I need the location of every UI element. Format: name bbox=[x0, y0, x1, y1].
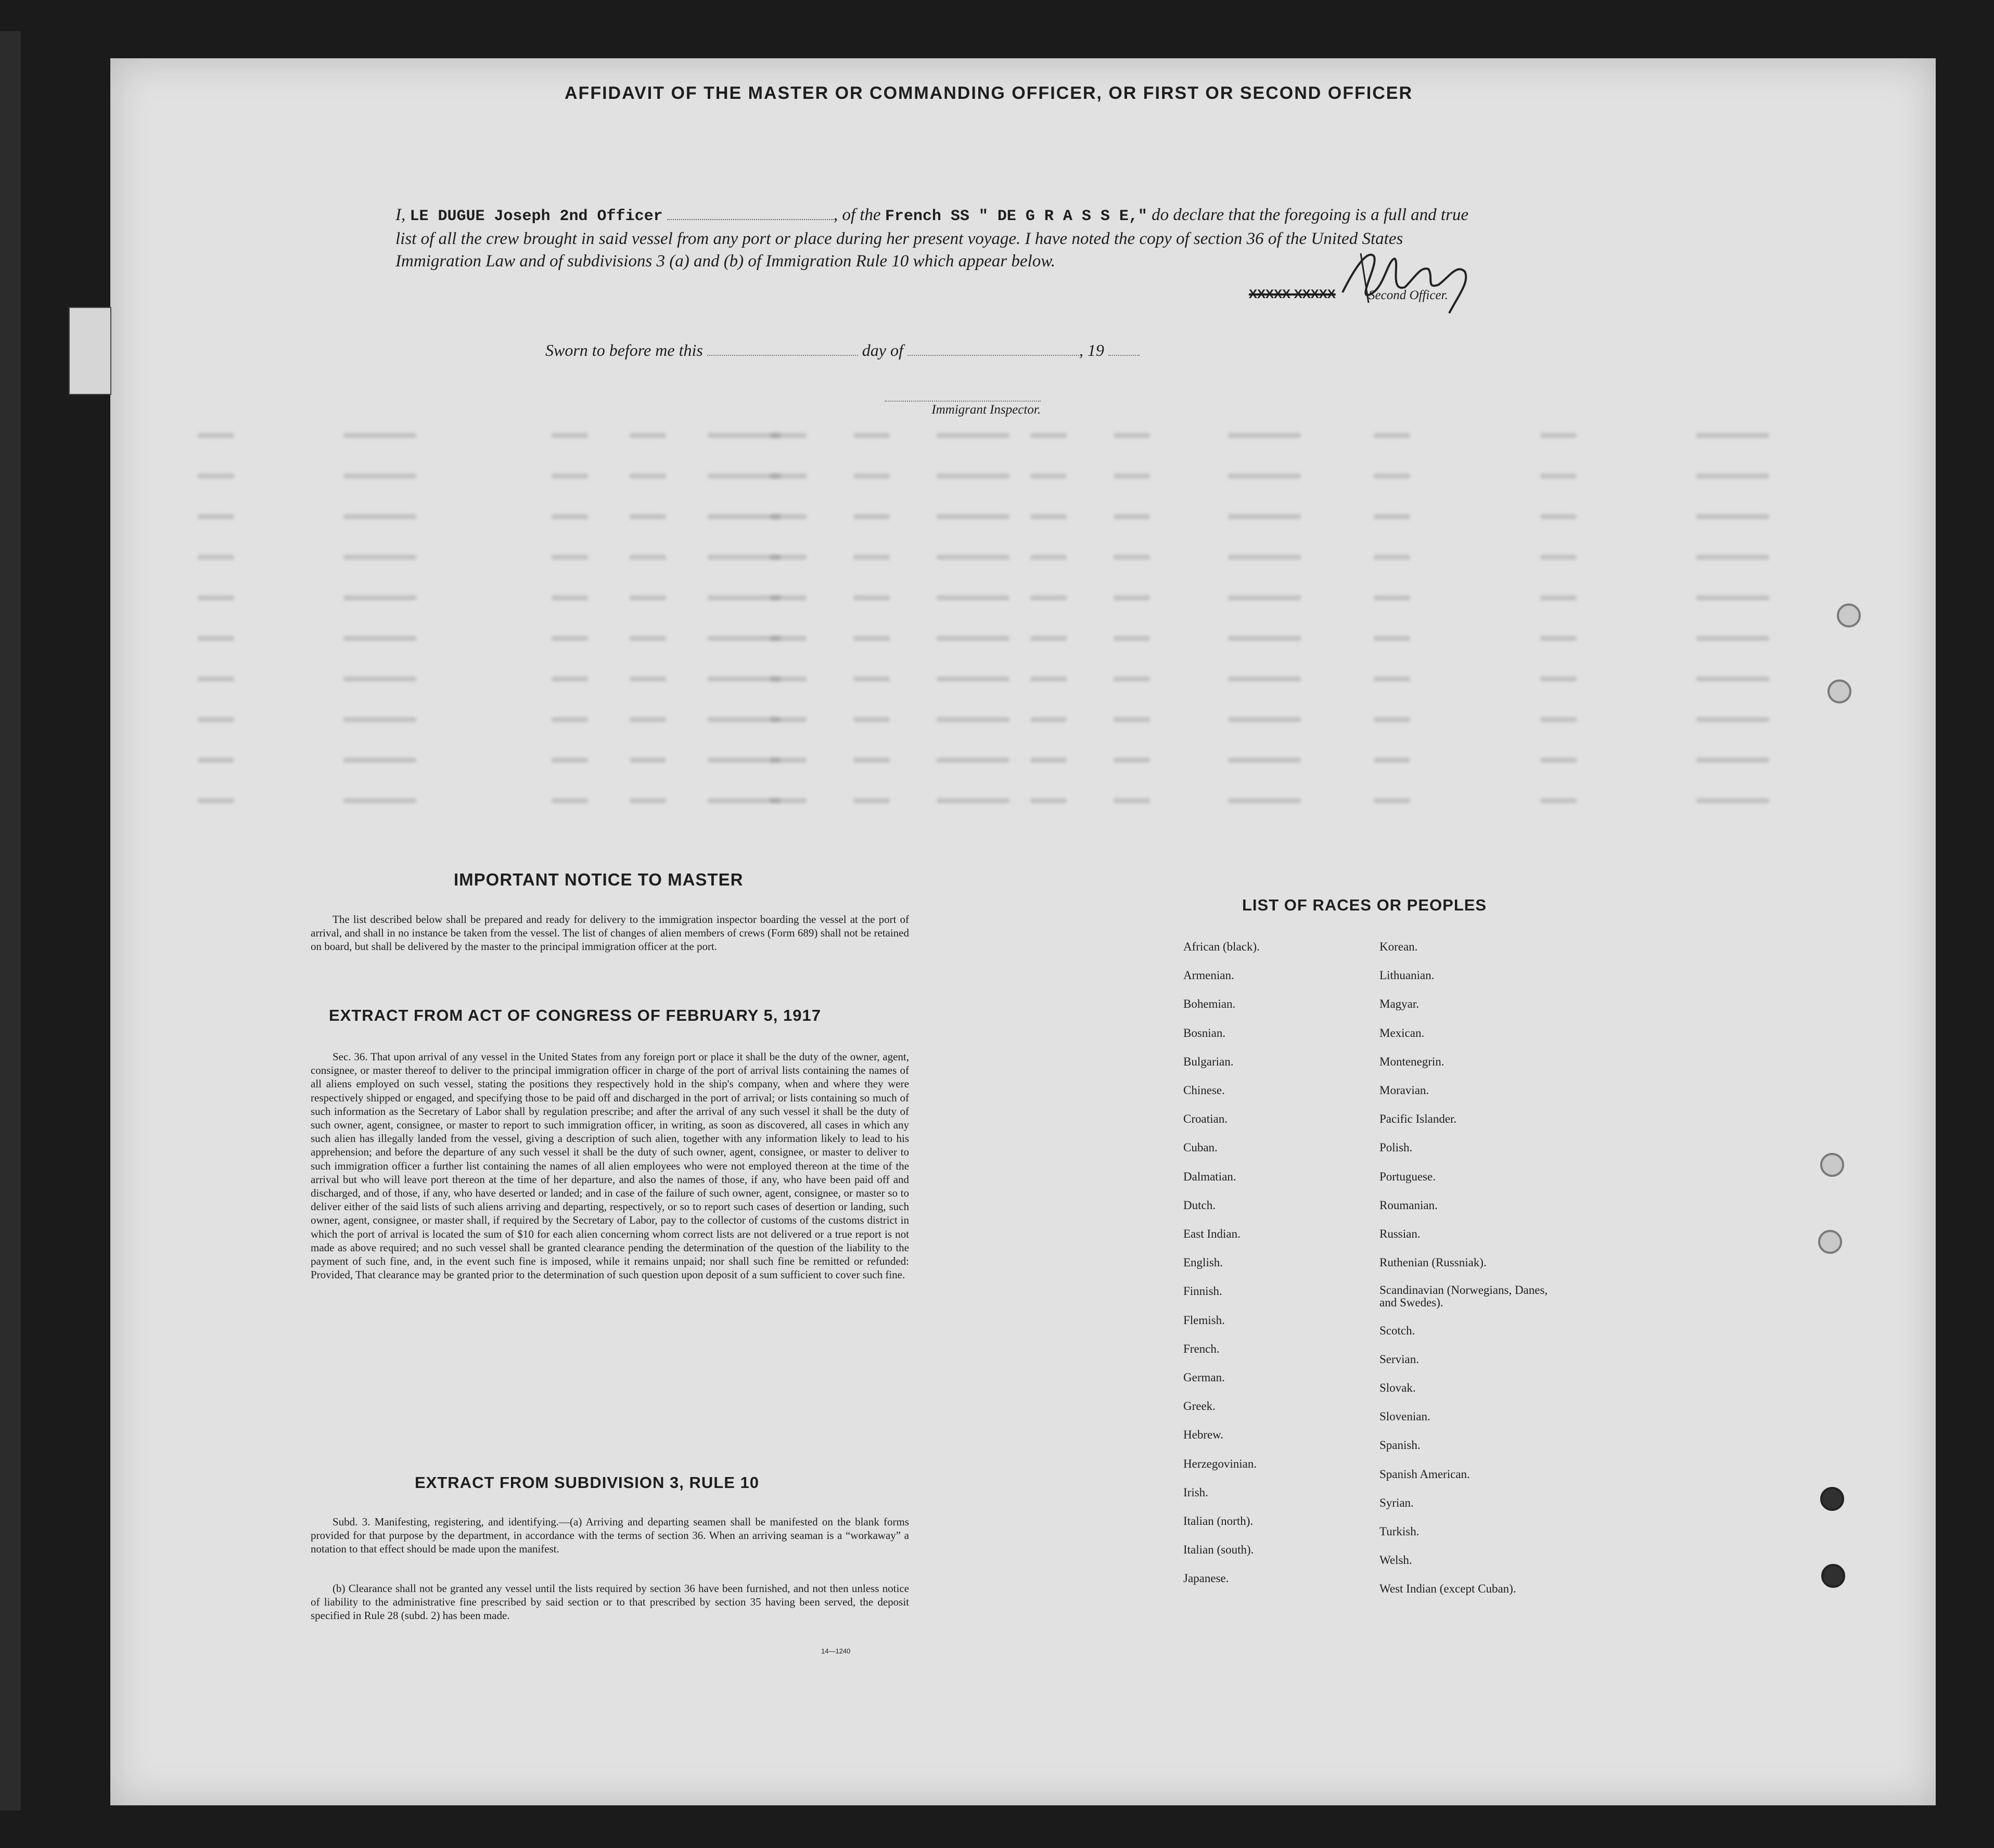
blank-line bbox=[667, 206, 834, 220]
bleed-through-mark bbox=[708, 676, 781, 682]
extract-act-title: EXTRACT FROM ACT OF CONGRESS OF FEBRUARY 5, 1917 bbox=[329, 1006, 821, 1024]
bleed-through-mark bbox=[1228, 433, 1301, 438]
bleed-through-mark bbox=[630, 676, 666, 682]
bleed-through-mark bbox=[1696, 798, 1769, 803]
bleed-through-row bbox=[229, 717, 1738, 735]
race-item: Slovak. bbox=[1379, 1381, 1416, 1394]
bleed-through-mark bbox=[1030, 758, 1067, 763]
bleed-through-mark bbox=[343, 758, 416, 763]
bleed-through-mark bbox=[1030, 595, 1067, 600]
race-item: Croatian. bbox=[1183, 1112, 1228, 1126]
race-item: Scotch. bbox=[1379, 1324, 1415, 1337]
bleed-through-mark bbox=[1374, 514, 1410, 519]
bleed-through-mark bbox=[1030, 555, 1067, 560]
bleed-through-mark bbox=[853, 433, 890, 438]
bleed-through-mark bbox=[1696, 595, 1769, 600]
bleed-through-mark bbox=[853, 555, 890, 560]
bleed-through-mark bbox=[937, 758, 1009, 763]
bleed-through-row bbox=[229, 433, 1738, 451]
race-item: Syrian. bbox=[1379, 1496, 1414, 1509]
race-item: West Indian (except Cuban). bbox=[1379, 1582, 1516, 1596]
bleed-through-mark bbox=[1540, 433, 1577, 438]
bleed-through-mark bbox=[343, 433, 416, 438]
year-label: , 19 bbox=[1079, 341, 1104, 360]
bleed-through-mark bbox=[1540, 473, 1577, 479]
race-item: East Indian. bbox=[1183, 1227, 1241, 1240]
blank-line bbox=[907, 342, 1079, 356]
race-item: Cuban. bbox=[1183, 1141, 1218, 1154]
bleed-through-mark bbox=[552, 676, 588, 682]
bleed-through-mark bbox=[1228, 514, 1301, 519]
bleed-through-mark bbox=[552, 473, 588, 479]
bleed-through-mark bbox=[1228, 717, 1301, 722]
bleed-through-mark bbox=[1228, 473, 1301, 479]
bleed-through-mark bbox=[708, 758, 781, 763]
inspector-label: Immigrant Inspector. bbox=[885, 401, 1041, 417]
bleed-through-mark bbox=[708, 514, 781, 519]
bleed-through-mark bbox=[1030, 636, 1067, 641]
race-item: Ruthenian (Russniak). bbox=[1379, 1256, 1487, 1269]
of-the-label: , of the bbox=[833, 206, 881, 224]
blank-line bbox=[1108, 342, 1140, 356]
bleed-through-mark bbox=[1696, 758, 1769, 763]
bleed-through-mark bbox=[708, 717, 781, 722]
bleed-through-row bbox=[229, 798, 1738, 816]
bleed-through-mark bbox=[552, 636, 588, 641]
bleed-through-mark bbox=[198, 676, 234, 682]
bleed-through-mark bbox=[1696, 473, 1769, 479]
bleed-through-mark bbox=[1374, 595, 1410, 600]
race-item: Italian (north). bbox=[1183, 1515, 1254, 1528]
bleed-through-mark bbox=[1030, 473, 1067, 479]
race-item: Turkish. bbox=[1379, 1525, 1420, 1538]
race-item: Flemish. bbox=[1183, 1313, 1225, 1327]
bleed-through-mark bbox=[1114, 473, 1150, 479]
bleed-through-mark bbox=[1114, 555, 1150, 560]
race-item: Italian (south). bbox=[1183, 1543, 1254, 1557]
race-item: Scandinavian (Norwegians, Danes, and Swedes). bbox=[1379, 1284, 1548, 1310]
notice-text: The list described below shall be prepared and ready for delivery to the immigration inspector boarding the vessel at the port of arrival, and shall in no instance be taken from the vessel. The list of changes of alien members of crews (Form 689) shall not be retained on board, but shall be delivered by the master to the principal immigration officer at the port. bbox=[311, 913, 909, 953]
blank-line bbox=[707, 342, 858, 356]
bleed-through-mark bbox=[552, 514, 588, 519]
bleed-through-mark bbox=[1540, 636, 1577, 641]
struck-title: XXXXX XXXXX bbox=[1249, 287, 1336, 301]
bleed-through-mark bbox=[1228, 555, 1301, 560]
bleed-through-mark bbox=[1030, 798, 1067, 803]
binder-edge bbox=[0, 31, 21, 1811]
bleed-through-mark bbox=[708, 555, 781, 560]
race-item: Portuguese. bbox=[1379, 1170, 1436, 1183]
bleed-through-mark bbox=[552, 555, 588, 560]
bleed-through-mark bbox=[1114, 758, 1150, 763]
section-36-text: Sec. 36. That upon arrival of any vessel in the United States from any foreign port or place it shall be the duty of the owner, agent, consignee, or master thereof to deliver to the principal immigration officer in charge of the port of arrival lists containing the names of all aliens employed on such vessel, stating the positions they respectively hold in the ship's company, when and where they were respectively shipped or engaged, and specifying those to be paid off and discharged in the port of arrival; or lists containing so much of such information as the Secretary of Labor shall by regulation prescribe; and after the arrival of any such vessel it shall be the duty of such owner, agent, consignee, or master to report to such immigration officer, in writing, as soon as discovered, all cases in which any such alien has illegally landed from the vessel, giving a description of such alien, together with any information likely to lead to his apprehension; and before the departure of any such vessel it shall be the duty of such owner, agent, consignee, or master to deliver to such immigration officer a further list containing the names of all alien employees who were not employed thereon at the time of the arrival but who will leave port thereon at the time of her departure, and also the names of those, if any, who have been paid off and discharged, and of those, if any, who have deserted or landed; and in case of the failure of such owner, agent, consignee, or master so to deliver either of the said lists of such aliens arriving and departing, respectively, or so to report such cases of desertion or landing, such owner, agent, consignee, or master shall, if required by the Secretary of Labor, pay to the collector of customs of the customs district in which the port of arrival is located the sum of $10 for each alien concerning whom correct lists are not delivered or a true report is not made as above required; and no such vessel shall be granted clearance pending the determination of the question of the liability to the payment of such fine, and, in the event such fine is imposed, while it remains unpaid; nor shall such fine be remitted or refunded: Provided, That clearance may be granted prior to the determination of such question upon deposit of a sum sufficient to cover such fine. bbox=[311, 1050, 909, 1281]
extract-rule-title: EXTRACT FROM SUBDIVISION 3, RULE 10 bbox=[415, 1473, 759, 1492]
punch-hole bbox=[1820, 1153, 1844, 1177]
race-item: English. bbox=[1183, 1256, 1223, 1269]
bleed-through-mark bbox=[1030, 433, 1067, 438]
rule-para-b: (b) Clearance shall not be granted any vessel until the lists required by section 36 have been furnished, and not then unless notice of liability to the administrative fine prescribed by said section or to that prescribed by section 35 having been served, the deposit specified in Rule 28 (subd. 2) has been made. bbox=[311, 1582, 909, 1622]
bleed-through-mark bbox=[198, 473, 234, 479]
race-item: Hebrew. bbox=[1183, 1428, 1224, 1442]
bleed-through-mark bbox=[1540, 758, 1577, 763]
bleed-through-mark bbox=[853, 595, 890, 600]
race-item: Magyar. bbox=[1379, 997, 1420, 1011]
bleed-through-mark bbox=[853, 717, 890, 722]
bleed-through-mark bbox=[1374, 758, 1410, 763]
bleed-through-mark bbox=[343, 798, 416, 803]
bleed-through-row bbox=[229, 555, 1738, 572]
bleed-through-mark bbox=[630, 636, 666, 641]
bleed-through-mark bbox=[1228, 798, 1301, 803]
bleed-through-mark bbox=[853, 636, 890, 641]
bleed-through-mark bbox=[1540, 595, 1577, 600]
bleed-through-mark bbox=[708, 636, 781, 641]
bleed-through-mark bbox=[198, 798, 234, 803]
bleed-through-mark bbox=[1114, 595, 1150, 600]
officer-title: Second Officer. bbox=[1369, 288, 1448, 302]
race-item: Mexican. bbox=[1379, 1026, 1425, 1040]
race-item: Spanish American. bbox=[1379, 1467, 1470, 1481]
bleed-through-mark bbox=[1030, 676, 1067, 682]
race-item: Bulgarian. bbox=[1183, 1055, 1234, 1068]
race-item: Herzegovinian. bbox=[1183, 1457, 1257, 1470]
rule-para-a: Subd. 3. Manifesting, registering, and identifying.—(a) Arriving and departing seamen shall be manifested on the blank forms provided for that purpose by the department, in accordance with the terms of section 36. When an arriving seaman is a “workaway” a notation to that effect should be made upon the manifest. bbox=[311, 1516, 909, 1555]
race-item: Armenian. bbox=[1183, 969, 1234, 982]
bleed-through-mark bbox=[1114, 514, 1150, 519]
vessel-name: French SS " DE G R A S S E," bbox=[885, 208, 1147, 225]
bleed-through-mark bbox=[343, 473, 416, 479]
bleed-through-mark bbox=[1030, 717, 1067, 722]
bleed-through-mark bbox=[1540, 676, 1577, 682]
bleed-through-mark bbox=[937, 798, 1009, 803]
bleed-through-mark bbox=[630, 595, 666, 600]
bleed-through-mark bbox=[1374, 473, 1410, 479]
race-item: Russian. bbox=[1379, 1227, 1421, 1240]
bleed-through-mark bbox=[630, 433, 666, 438]
bleed-through-mark bbox=[1374, 636, 1410, 641]
bleed-through-mark bbox=[343, 514, 416, 519]
affidavit-title: AFFIDAVIT OF THE MASTER OR COMMANDING OFFICER, OR FIRST OR SECOND OFFICER bbox=[565, 83, 1413, 103]
bleed-through-mark bbox=[937, 473, 1009, 479]
day-of-label: day of bbox=[862, 341, 903, 360]
race-item: Montenegrin. bbox=[1379, 1055, 1445, 1068]
races-title: LIST OF RACES OR PEOPLES bbox=[1242, 896, 1487, 914]
bleed-through-mark bbox=[1696, 636, 1769, 641]
bleed-through-mark bbox=[198, 717, 234, 722]
bleed-through-row bbox=[229, 758, 1738, 775]
notice-title: IMPORTANT NOTICE TO MASTER bbox=[454, 870, 744, 889]
declaration-body: do declare that the foregoing is a full and true list of all the crew brought in said vessel from any port or place during her present voyage. I have noted the copy of section 36 of the United States Immigration Law and of subdivisions 3 (a) and (b) of Immigration Rule 10 which appear below. bbox=[395, 206, 1469, 271]
bleed-through-mark bbox=[1374, 676, 1410, 682]
bleed-through-row bbox=[229, 514, 1738, 532]
bleed-through-mark bbox=[630, 473, 666, 479]
race-item: Bohemian. bbox=[1183, 997, 1236, 1011]
bleed-through-mark bbox=[1114, 676, 1150, 682]
bleed-through-mark bbox=[343, 636, 416, 641]
bleed-through-mark bbox=[343, 595, 416, 600]
race-item: Dutch. bbox=[1183, 1198, 1216, 1212]
race-item: African (black). bbox=[1183, 940, 1260, 953]
signature-block bbox=[1249, 251, 1478, 313]
race-item: Moravian. bbox=[1379, 1084, 1429, 1097]
bleed-through-mark bbox=[937, 636, 1009, 641]
bleed-through-mark bbox=[198, 595, 234, 600]
punch-hole bbox=[1837, 604, 1861, 627]
sworn-line bbox=[545, 341, 1222, 360]
bleed-through-mark bbox=[1696, 555, 1769, 560]
bleed-through-mark bbox=[1540, 717, 1577, 722]
bleed-through-mark bbox=[1696, 717, 1769, 722]
bleed-through-mark bbox=[853, 798, 890, 803]
bleed-through-mark bbox=[937, 433, 1009, 438]
punch-hole bbox=[1827, 679, 1851, 703]
bleed-through-mark bbox=[343, 717, 416, 722]
bleed-through-mark bbox=[1540, 798, 1577, 803]
bleed-through-mark bbox=[198, 514, 234, 519]
bleed-through-mark bbox=[630, 514, 666, 519]
bleed-through-mark bbox=[1696, 514, 1769, 519]
punch-hole bbox=[1818, 1230, 1842, 1254]
race-item: Japanese. bbox=[1183, 1572, 1229, 1585]
bleed-through-mark bbox=[708, 595, 781, 600]
bleed-through-mark bbox=[708, 433, 781, 438]
race-item: French. bbox=[1183, 1342, 1220, 1355]
bleed-through-mark bbox=[1228, 758, 1301, 763]
bleed-through-mark bbox=[1228, 676, 1301, 682]
bleed-through-mark bbox=[1374, 555, 1410, 560]
bleed-through-mark bbox=[1374, 433, 1410, 438]
bleed-through-mark bbox=[937, 514, 1009, 519]
bleed-through-mark bbox=[1374, 717, 1410, 722]
bleed-through-mark bbox=[937, 676, 1009, 682]
bleed-through-mark bbox=[1540, 514, 1577, 519]
punch-hole bbox=[1821, 1564, 1845, 1588]
race-item: German. bbox=[1183, 1371, 1225, 1384]
bleed-through-mark bbox=[630, 758, 666, 763]
race-item: Lithuanian. bbox=[1379, 969, 1435, 982]
race-item: Roumanian. bbox=[1379, 1198, 1438, 1212]
race-item: Korean. bbox=[1379, 940, 1418, 953]
bleed-through-mark bbox=[343, 555, 416, 560]
bleed-through-mark bbox=[552, 595, 588, 600]
bleed-through-mark bbox=[1114, 636, 1150, 641]
bleed-through-mark bbox=[1696, 676, 1769, 682]
bleed-through-mark bbox=[708, 798, 781, 803]
bleed-through-mark bbox=[1114, 798, 1150, 803]
race-item: Bosnian. bbox=[1183, 1026, 1226, 1040]
bleed-through-mark bbox=[198, 636, 234, 641]
bleed-through-mark bbox=[1114, 433, 1150, 438]
bleed-through-mark bbox=[630, 555, 666, 560]
race-item: Slovenian. bbox=[1379, 1410, 1430, 1423]
bleed-through-mark bbox=[198, 433, 234, 438]
bleed-through-mark bbox=[1374, 798, 1410, 803]
race-item: Chinese. bbox=[1183, 1084, 1225, 1097]
bleed-through-mark bbox=[552, 433, 588, 438]
bleed-through-mark bbox=[853, 514, 890, 519]
officer-name: LE DUGUE Joseph 2nd Officer bbox=[410, 208, 663, 225]
race-item: Dalmatian. bbox=[1183, 1170, 1236, 1183]
race-item: Servian. bbox=[1379, 1352, 1420, 1366]
bleed-through-mark bbox=[1696, 433, 1769, 438]
bleed-through-row bbox=[229, 676, 1738, 694]
bleed-through-mark bbox=[937, 717, 1009, 722]
officer-signature bbox=[1337, 240, 1483, 318]
race-item: Welsh. bbox=[1379, 1554, 1412, 1567]
bleed-through-row bbox=[229, 636, 1738, 653]
declaration-prefix: I, bbox=[395, 206, 406, 224]
bleed-through-mark bbox=[853, 473, 890, 479]
attached-stub bbox=[69, 307, 111, 395]
bleed-through-mark bbox=[630, 798, 666, 803]
bleed-through-mark bbox=[198, 555, 234, 560]
race-item: Greek. bbox=[1183, 1400, 1216, 1413]
bleed-through-mark bbox=[343, 676, 416, 682]
bleed-through-mark bbox=[552, 798, 588, 803]
race-item: Spanish. bbox=[1379, 1439, 1421, 1452]
race-item: Irish. bbox=[1183, 1485, 1208, 1499]
bleed-through-mark bbox=[552, 758, 588, 763]
bleed-through-mark bbox=[1228, 636, 1301, 641]
bleed-through-mark bbox=[708, 473, 781, 479]
race-item: Pacific Islander. bbox=[1379, 1112, 1457, 1126]
bleed-through-mark bbox=[1030, 514, 1067, 519]
bleed-through-row bbox=[229, 473, 1738, 491]
bleed-through-row bbox=[229, 595, 1738, 613]
sworn-prefix: Sworn to before me this bbox=[545, 341, 703, 360]
bleed-through-mark bbox=[1114, 717, 1150, 722]
bleed-through-mark bbox=[853, 758, 890, 763]
bleed-through-mark bbox=[1228, 595, 1301, 600]
bleed-through-mark bbox=[198, 758, 234, 763]
punch-hole bbox=[1820, 1487, 1844, 1511]
bleed-through-mark bbox=[552, 717, 588, 722]
form-number: 14—1240 bbox=[821, 1647, 851, 1655]
bleed-through-mark bbox=[937, 555, 1009, 560]
bleed-through-mark bbox=[1540, 555, 1577, 560]
race-item: Finnish. bbox=[1183, 1285, 1222, 1298]
bleed-through-mark bbox=[630, 717, 666, 722]
bleed-through-mark bbox=[853, 676, 890, 682]
bleed-through-mark bbox=[937, 595, 1009, 600]
race-item: Polish. bbox=[1379, 1141, 1413, 1154]
